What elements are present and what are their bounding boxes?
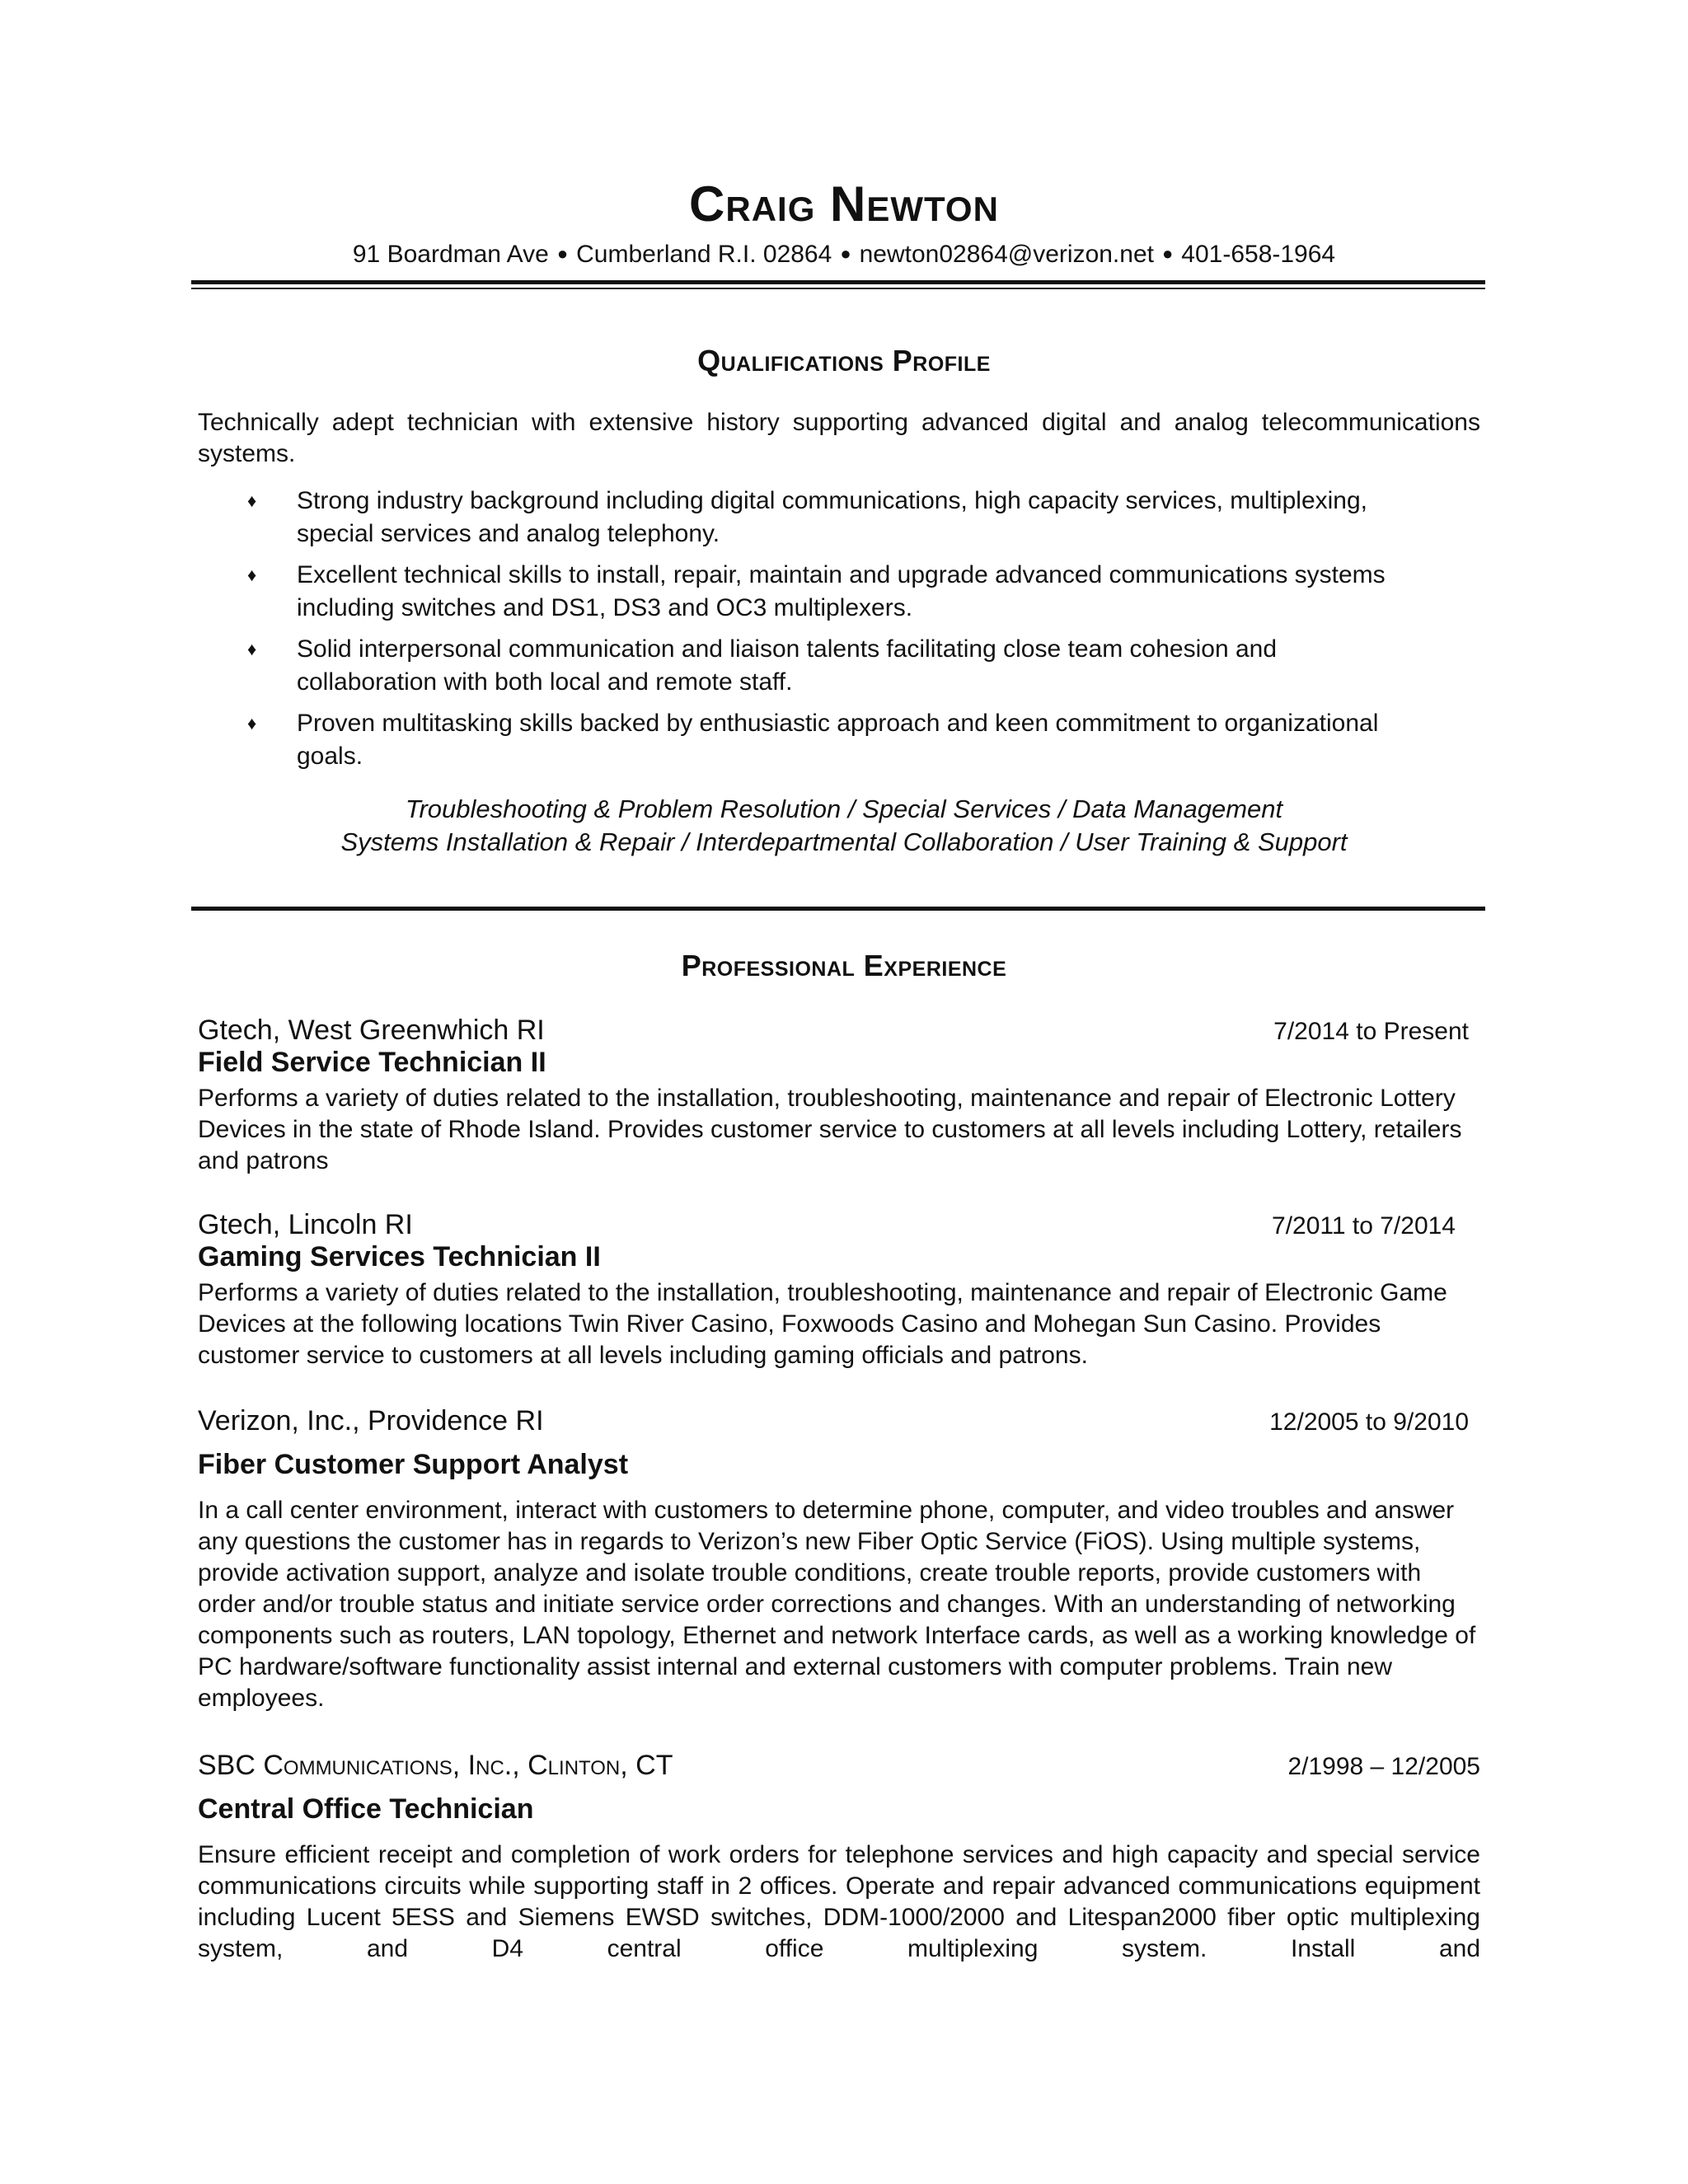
phone: 401-658-1964 <box>1181 241 1336 268</box>
job-title: Central Office Technician <box>198 1793 534 1825</box>
qualifications-heading: Qualifications Profile <box>697 344 991 377</box>
job-header <box>198 1012 1480 1048</box>
bullet-separator-icon: ● <box>1161 243 1174 264</box>
job-description: In a call center environment, interact with customers to determine phone, computer, and video troubles and answer any questions the customer has in regards to Verizon’s new Fiber Optic Service (FiOS). Using multiple systems, provide activation support, analyze and isolate trouble conditions, create trouble reports, provide customers with order and/or trouble status and initiate service order corrections and changes. With an understanding of networking components such as routers, LAN topology, Ethernet and network Interface cards, as well as a working knowledge of PC hardware/software functionality assist internal and external customers with computer problems. Train new employees. <box>198 1497 1476 1712</box>
bullet-separator-icon: ● <box>556 243 569 264</box>
job-description: Ensure efficient receipt and completion of work orders for telephone services and high capacity and special service communications circuits while supporting staff in 2 offices. Operate and repair advanced communications equipment including Lucent 5ESS and Siemens EWSD switches, DDM-1000/2000 and Litespan2000 fiber optic multiplexing system, and D4 central office multiplexing system. Install and <box>198 1841 1480 1962</box>
job-dates: 12/2005 to 9/2010 <box>1269 1408 1469 1436</box>
city: Cumberland R.I. 02864 <box>576 241 832 268</box>
qualifications-summary: Technically adept technician with extensive history supporting advanced digital and analog telecommunications systems. <box>198 409 1480 467</box>
job-header <box>198 1403 1480 1439</box>
diamond-bullet-icon: ♦ <box>247 639 257 659</box>
job-company: Gtech, Lincoln RI <box>198 1209 413 1240</box>
job-title: Gaming Services Technician II <box>198 1241 601 1272</box>
job-header <box>198 1747 1480 1783</box>
job-dates: 7/2014 to Present <box>1273 1018 1469 1045</box>
candidate-name: Craig Newton <box>689 176 999 232</box>
section-divider <box>191 907 1485 911</box>
diamond-bullet-icon: ♦ <box>247 490 257 511</box>
job-header <box>198 1207 1480 1243</box>
job-description: Performs a variety of duties related to the installation, troubleshooting, maintenance and repair of Electronic Game Devices at the following locations Twin River Casino, Foxwoods Casino and Mohegan Sun Casino. Provides customer service to customers at all levels including gaming officials and patrons. <box>198 1279 1447 1369</box>
job-description: Performs a variety of duties related to the installation, troubleshooting, maintenance and repair of Electronic Lottery Devices in the state of Rhode Island. Provides customer service to customers at all levels including Lottery, retailers and patrons <box>198 1085 1462 1174</box>
diamond-bullet-icon: ♦ <box>247 713 257 733</box>
header-divider <box>191 280 1485 289</box>
email[interactable]: newton02864@verizon.net <box>859 241 1154 268</box>
list-item: ♦ Solid interpersonal communication and liaison talents facilitating close team cohesion and collaboration with both local and remote staff. <box>247 633 1418 699</box>
list-item: ♦ Proven multitasking skills backed by enthusiastic approach and keen commitment to organizational goals. <box>247 707 1418 773</box>
qualifications-bullet-list <box>247 485 1418 781</box>
contact-line <box>0 237 1688 271</box>
skills-line: Troubleshooting & Problem Resolution / Special Services / Data Management <box>405 794 1283 823</box>
job-company: Verizon, Inc., Providence RI <box>198 1405 544 1436</box>
list-item: ♦ Excellent technical skills to install, repair, maintain and upgrade advanced communications systems including switches and DS1, DS3 and OC3 multiplexers. <box>247 559 1418 625</box>
experience-heading: Professional Experience <box>681 949 1007 982</box>
bullet-separator-icon: ● <box>840 243 851 264</box>
diamond-bullet-icon: ♦ <box>247 565 257 585</box>
skills-line: Systems Installation & Repair / Interdepartmental Collaboration / User Training & Support <box>340 827 1348 856</box>
job-company: SBC Communications, Inc., Clinton, CT <box>198 1750 673 1781</box>
job-dates: 2/1998 – 12/2005 <box>1287 1753 1480 1780</box>
job-title: Field Service Technician II <box>198 1047 546 1078</box>
job-title: Fiber Customer Support Analyst <box>198 1449 629 1480</box>
job-company: Gtech, West Greenwhich RI <box>198 1015 545 1046</box>
job-dates: 7/2011 to 7/2014 <box>1272 1212 1456 1240</box>
address: 91 Boardman Ave <box>352 241 549 268</box>
list-item: ♦ Strong industry background including digital communications, high capacity services, multiplexing, special services and analog telephony. <box>247 485 1418 551</box>
